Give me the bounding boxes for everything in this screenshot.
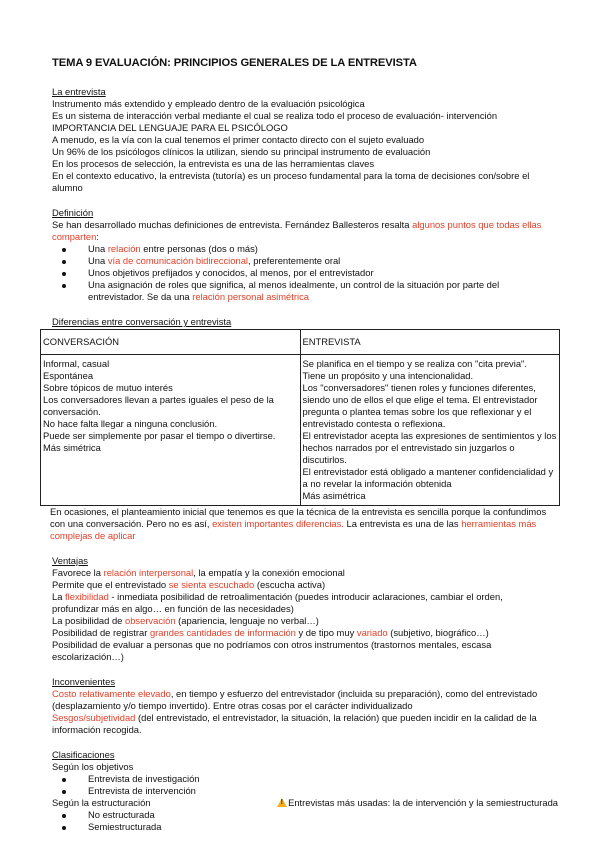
text-run: La (52, 591, 66, 602)
highlight-text: Costo relativamente elevado (52, 688, 171, 699)
highlight-text: existen importantes diferencias. (212, 518, 344, 529)
paragraph (52, 158, 552, 170)
paragraph (52, 134, 552, 146)
section-heading: Inconvenientes (52, 676, 116, 687)
paragraph (52, 219, 552, 243)
paragraph (52, 712, 552, 736)
table-row (41, 355, 560, 506)
header-conversacion: CONVERSACIÓN (41, 330, 301, 355)
highlight-text: relación interpersonal (103, 567, 194, 578)
text-run: , la empatía y la conexión emocional (193, 567, 345, 578)
section-ventajas (52, 555, 552, 663)
text-run: Se han desarrollado muchas definiciones de entrevista. Fernández Ballesteros resalta (52, 219, 413, 230)
text-run: Es un sistema de interacción verbal mediante el cual se realiza todo el proceso de evaluación- intervención (52, 110, 498, 121)
cell-line: El entrevistador acepta las expresiones de sentimientos y los hechos narrados por el entrevistado sin juzgarlos o discutirlos. (302, 430, 557, 465)
text-run: - inmediata posibilidad de retroalimentación (puedes introducir aclaraciones, cambiar el orden, profundizar más en algo… en función de las necesidades) (52, 591, 503, 614)
list-item: Entrevista de intervención (88, 785, 552, 797)
text-run: y de tipo muy (295, 627, 357, 638)
cell-line: Sobre tópicos de mutuo interés (43, 382, 173, 393)
highlight-text: flexibilidad (65, 591, 109, 602)
cell-line: Espontánea (43, 370, 94, 381)
highlight-text: relación (107, 243, 141, 254)
cell-conversacion (41, 355, 301, 506)
cell-line: Los "conversadores" tienen roles y funciones diferentes, siendo uno de ellos el que elige el tema. El entrevistador pregunta o plantea temas sobre los que reflexionar y el entrevistado contesta o reflexiona. (302, 382, 538, 429)
cell-line: Más simétrica (43, 442, 101, 453)
cell-entrevista (300, 355, 560, 506)
highlight-text: relación personal asimétrica (192, 291, 309, 302)
section-heading: Ventajas (52, 555, 88, 566)
text-run: Una asignación de roles que significa, al menos idealmente, un control de la situación por parte del entrevistador. Se da una (88, 279, 500, 302)
cell-line: El entrevistador está obligado a mantener confidencialidad y a no revelar la información obtenida (302, 466, 554, 489)
group-label: Según los objetivos (52, 761, 134, 772)
cell-line: No hace falta llegar a ninguna conclusión. (43, 418, 218, 429)
list-item: Entrevista de investigación (88, 773, 552, 785)
text-run: entre personas (dos o más) (140, 243, 258, 254)
paragraph (52, 98, 552, 110)
text-run: En ocasiones, el planteamiento inicial que tenemos es que la técnica de la entrevista es sencilla porque la confundimos con una conversación. Pero no es así, (50, 506, 547, 529)
text-run: En el contexto educativo, la entrevista (tutoría) es un proceso fundamental para la toma de decisiones con/sobre el alumno (52, 170, 530, 193)
text-run: , en tiempo y esfuerzo del entrevistador (incluida su preparación), como del entrevistado (desplazamiento y/o tiempo invertido). Entre otras cosas por el carácter individualizado (52, 688, 538, 711)
paragraph (52, 639, 552, 663)
highlight-text: variado (356, 627, 388, 638)
section-heading: Diferencias entre conversación y entrevista (52, 316, 232, 327)
text-run: (escucha activa) (254, 579, 326, 590)
text-run: Posibilidad de registrar (52, 627, 150, 638)
list-item (88, 279, 552, 303)
list-item (88, 243, 552, 255)
section-heading: Definición (52, 207, 94, 218)
highlight-text: algunos puntos que todas ellas comparten (52, 219, 542, 242)
header-entrevista: ENTREVISTA (300, 330, 560, 355)
note-text: Entrevistas más usadas: la de intervención y la semiestructurada (288, 797, 558, 808)
list-item: Semiestructurada (88, 821, 552, 833)
highlight-text: vía de comunicación bidireccional (107, 255, 248, 266)
comparison-table (40, 329, 560, 506)
text-run: (apariencia, lenguaje no verbal…) (175, 615, 319, 626)
text-run: Posibilidad de evaluar a personas que no podríamos con otros instrumentos (trastornos mentales, escasa escolarización…) (52, 639, 492, 662)
paragraph (50, 506, 552, 542)
cell-line: Tiene un propósito y una intencionalidad. (302, 370, 474, 381)
cell-line: Más asimétrica (302, 490, 366, 501)
table-header-row (41, 330, 560, 355)
paragraph (52, 591, 552, 615)
text-run: (subjetivo, biográfico…) (387, 627, 489, 638)
text-run: : (96, 231, 99, 242)
paragraph (52, 146, 552, 158)
paragraph (52, 579, 552, 591)
text-run: A menudo, es la vía con la cual tenemos el primer contacto directo con el sujeto evaluado (52, 134, 425, 145)
section-heading: Clasificaciones (52, 749, 115, 760)
paragraph (52, 615, 552, 627)
paragraph (52, 567, 552, 579)
text-run: En los procesos de selección, la entrevista es una de las herramientas claves (52, 158, 375, 169)
cell-line: Se planifica en el tiempo y se realiza con "cita previa". (302, 358, 527, 369)
highlight-text: grandes cantidades de información (149, 627, 296, 638)
document-page (43, 56, 558, 833)
text-run: Unos objetivos prefijados y conocidos, al menos, por el entrevistador (88, 267, 374, 278)
paragraph (52, 170, 552, 194)
text-run: IMPORTANCIA DEL LENGUAJE PARA EL PSICÓLOGO (52, 122, 288, 133)
section-inconvenientes (52, 676, 552, 736)
cell-line: Informal, casual (43, 358, 110, 369)
cell-line: Puede ser simplemente por pasar el tiempo o divertirse. (43, 430, 276, 441)
highlight-text: se sienta escuchado (168, 579, 255, 590)
text-run: Instrumento más extendido y empleado dentro de la evaluación psicológica (52, 98, 365, 109)
text-run: Una (88, 243, 108, 254)
section-clasificaciones (52, 749, 558, 833)
page-title: TEMA 9 EVALUACIÓN: PRINCIPIOS GENERALES DE LA ENTREVISTA (52, 57, 417, 69)
note (277, 797, 558, 809)
text-run: La posibilidad de (52, 615, 125, 626)
text-run: Favorece la (52, 567, 104, 578)
text-run: Una (88, 255, 108, 266)
group-label: Según la estructuración (52, 797, 151, 808)
section-diferencias (43, 316, 557, 542)
list-item (88, 267, 552, 279)
highlight-text: observación (124, 615, 176, 626)
section-heading: La entrevista (52, 86, 106, 97)
text-run: Permite que el entrevistado (52, 579, 169, 590)
highlight-text: herramientas más complejas de aplicar (50, 518, 537, 541)
highlight-text: Sesgos/subjetividad (52, 712, 136, 723)
list-item (88, 255, 552, 267)
text-run: , preferentemente oral (248, 255, 341, 266)
list-item: No estructurada (88, 809, 552, 821)
paragraph (52, 110, 552, 122)
cell-line: Los conversadores llevan a partes iguales el peso de la conversación. (43, 394, 274, 417)
paragraph (52, 627, 552, 639)
paragraph (52, 122, 552, 134)
section-la-entrevista (52, 86, 552, 194)
paragraph (52, 688, 552, 712)
text-run: La entrevista es una de las (343, 518, 462, 529)
warning-icon (277, 798, 287, 807)
section-definicion (52, 207, 552, 303)
text-run: (del entrevistado, el entrevistador, la situación, la relación) que pueden incidir en la calidad de la información recogida. (52, 712, 537, 735)
text-run: Un 96% de los psicólogos clínicos la utilizan, siendo su principal instrumento de evaluación (52, 146, 431, 157)
